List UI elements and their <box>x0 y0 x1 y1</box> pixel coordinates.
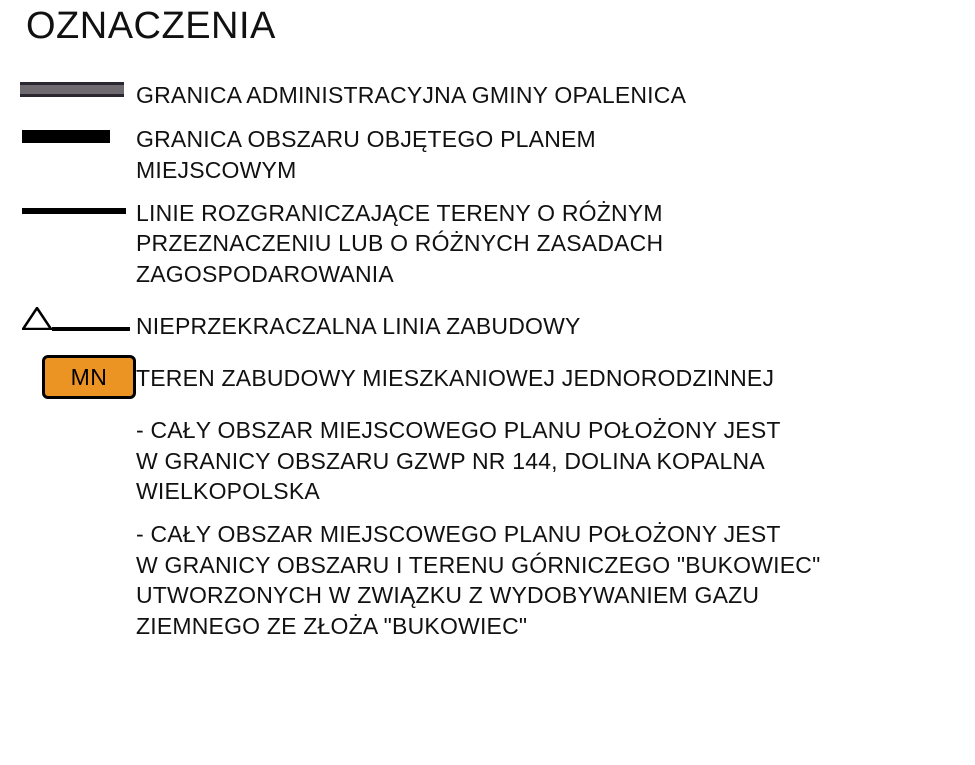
separating-line-icon <box>22 208 126 214</box>
legend-row-plan-boundary <box>18 116 975 185</box>
legend-note-mining-area: - CAŁY OBSZAR MIEJSCOWEGO PLANU POŁOŻONY JEST W GRANICY OBSZARU I TERENU GÓRNICZEGO "BUKOWIEC" UTWORZONYCH W ZWIĄZKU Z WYDOBYWANIEM GAZU ZIEMNEGO ZE ZŁOŻA "BUKOWIEC" <box>136 521 821 639</box>
legend-label-administrative-boundary: GRANICA ADMINISTRACYJNA GMINY OPALENICA <box>136 81 687 108</box>
legend-symbol-cell <box>18 192 136 214</box>
mn-zone-badge-icon <box>42 355 136 399</box>
building-line-stroke <box>52 327 130 331</box>
plan-boundary-icon <box>22 130 110 143</box>
page-title: OZNACZENIA <box>26 5 276 47</box>
legend-row-administrative-boundary <box>18 70 975 111</box>
administrative-boundary-icon <box>20 82 124 97</box>
legend-symbol-cell <box>18 349 136 399</box>
legend-symbol-cell <box>18 70 136 97</box>
legend-label-separating-lines: LINIE ROZGRANICZAJĄCE TERENY O RÓŻNYM PRZEZNACZENIU LUB O RÓŻNYCH ZASADACH ZAGOSPODAROWANIA <box>136 199 664 287</box>
legend-label-building-line: NIEPRZEKRACZALNA LINIA ZABUDOWY <box>136 313 581 340</box>
legend-row-building-line <box>18 295 975 343</box>
building-line-icon <box>20 303 132 343</box>
triangle-icon <box>22 307 52 330</box>
legend-symbol-cell <box>18 116 136 143</box>
legend-symbol-cell <box>18 295 136 343</box>
legend-notes <box>136 415 975 641</box>
legend-label-plan-boundary: GRANICA OBSZARU OBJĘTEGO PLANEM MIEJSCOWYM <box>136 126 596 183</box>
legend-note-gzwp: - CAŁY OBSZAR MIEJSCOWEGO PLANU POŁOŻONY JEST W GRANICY OBSZARU GZWP NR 144, DOLINA KOPALNA WIELKOPOLSKA <box>136 417 781 505</box>
legend-row-separating-lines <box>18 192 975 290</box>
legend-row-mn-zone <box>18 349 975 399</box>
legend-label-mn-zone: TEREN ZABUDOWY MIESZKANIOWEJ JEDNORODZINNEJ <box>136 365 775 392</box>
mn-badge-label: MN <box>70 363 108 390</box>
